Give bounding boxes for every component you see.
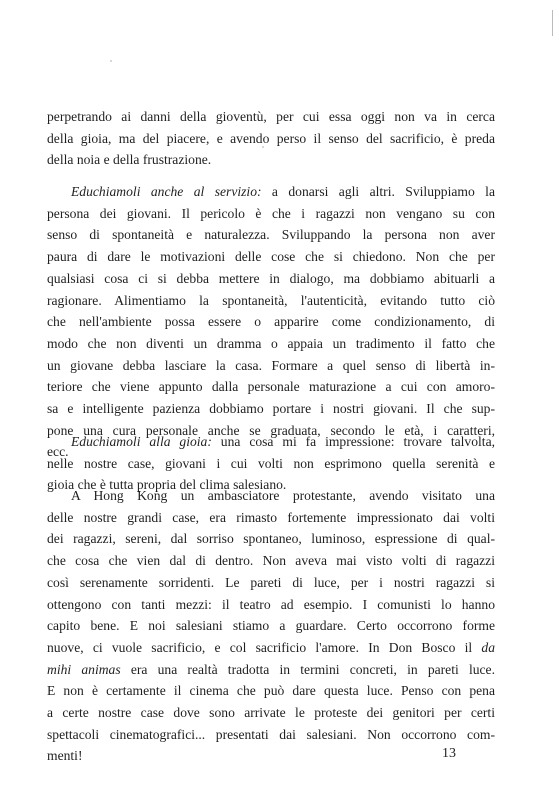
scan-edge-mark [548, 10, 553, 36]
text-line: che nell'ambiente possa essere o apparire come condizionamento, di [47, 314, 495, 330]
text-line: della noia e della frustrazione. [47, 152, 212, 168]
text-line: modo che non diventi un dramma o appaia un tradimento il fatto che [47, 335, 495, 351]
scan-speck [110, 60, 112, 62]
text-fragment: a donarsi agli altri. Sviluppiamo la [261, 184, 495, 199]
text-line: della gioia, ma del piacere, e avendo perso il senso del sacrificio, è preda [47, 130, 495, 146]
text-line: A Hong Kong un ambasciatore protestante, avendo visitato una [71, 488, 495, 503]
text-line: E non è certamente il cinema che può dare questa luce. Penso con pena [47, 683, 495, 699]
text-line: capito bene. E noi salesiani stiamo a guardare. Certo occorrono forme [47, 618, 495, 634]
text-line: spettacoli cinematografici... presentati dai salesiani. Non occorrono com- [47, 726, 495, 742]
text-line: paura di dare le motivazioni delle cose che si chiedono. Non che per [47, 249, 495, 265]
paragraph-intro [47, 106, 495, 171]
section-heading-servizio: Educhiamoli anche al servizio: [71, 184, 262, 199]
text-line: qualsiasi cosa ci si debba mettere in dialogo, ma dobbiamo abituarli a [47, 270, 495, 286]
text-line: delle nostre grandi case, era rimasto fortemente impressionato dai volti [47, 509, 495, 525]
text-line: che cosa che vien dal di dentro. Non aveva mai visto volti di ragazzi [47, 553, 495, 569]
section-first-line [47, 181, 495, 203]
text-line: così serenamente sorridenti. Le pareti di luce, per i nostri ragazzi si [47, 574, 495, 590]
text-fragment: nuove, ci vuole sacrificio, e col sacrificio l'amore. In Don Bosco il [47, 639, 473, 655]
text-line: nelle nostre case, giovani i cui volti non esprimono quella serenità e [47, 455, 495, 471]
text-fragment: era una realtà tradotta in termini concreti, in pareti luce. [120, 661, 495, 677]
text-fragment: una cosa mi fa impressione: trovare talvolta, [211, 434, 495, 449]
text-line: menti! [47, 748, 83, 764]
text-line: persona dei giovani. Il pericolo è che i ragazzi non vengano su con [47, 205, 495, 221]
text-line: dei ragazzi, sereni, dal sorriso spontaneo, luminoso, espressione di qual- [47, 531, 495, 547]
text-line: gioia che è tutta propria del clima salesiano. [47, 477, 287, 493]
text-line [47, 659, 495, 681]
section-first-line [47, 431, 495, 453]
page-number: 13 [442, 746, 456, 761]
italic-latin-mihi-animas: mihi animas [47, 661, 121, 677]
text-line: ecc. [47, 444, 69, 460]
text-line: pone una cura personale anche se graduata, secondo le età, i caratteri, [47, 422, 495, 438]
section-servizio [47, 181, 495, 463]
text-line: sa e intelligente pazienza dobbiamo portare i nostri giovani. Il che sup- [47, 401, 495, 417]
text-line: perpetrando ai danni della gioventù, per cui essa oggi non va in cerca [47, 109, 495, 124]
text-line: senso di spontaneità e naturalezza. Sviluppando la persona non aver [47, 227, 495, 243]
text-line [47, 637, 495, 659]
paragraph-hongkong [47, 485, 495, 767]
text-line: a certe nostre case dove sono arrivate le proteste dei genitori per certi [47, 705, 495, 721]
text-line: teriore che viene appunto dalla personale maturazione a cui con amoro- [47, 379, 495, 395]
text-line: ottengono con tanti mezzi: il teatro ad esempio. I comunisti lo hanno [47, 596, 495, 612]
text-line: ragionare. Alimentiamo la spontaneità, l'autenticità, evitando tutto ciò [47, 292, 495, 308]
italic-latin-da: da [481, 639, 495, 655]
section-heading-gioia: Educhiamoli alla gioia: [71, 434, 212, 449]
text-line: un giovane debba lasciare la casa. Formare a quel senso di libertà in- [47, 357, 495, 373]
